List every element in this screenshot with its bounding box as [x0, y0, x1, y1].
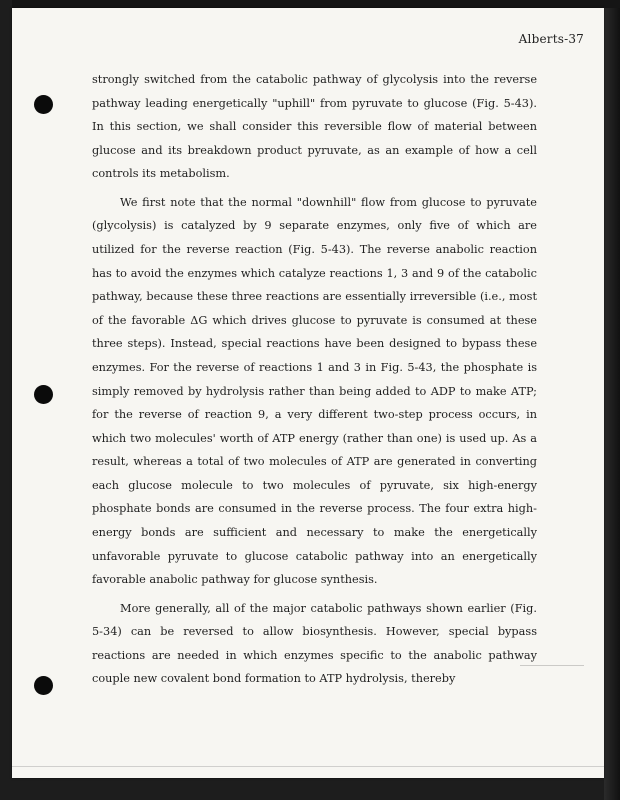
punch-hole-middle [34, 385, 53, 404]
paragraph-2: We first note that the normal "downhill" flow from glucose to pyruvate (glycolysis) is catalyzed by 9 separate enzymes, only five of which are utilized for the reverse reaction (Fig. 5-43). The reverse anabolic reaction has to avoid the enzymes which catalyze reactions 1, 3 and 9 of the catabolic pathway, because these three reactions are essentially irreversible (i.e., most of the favorable ΔG which drives glucose to pyruvate is consumed at these three steps). Instead, special reactions have been designed to bypass these enzymes. For the reverse of reactions 1 and 3 in Fig. 5-43, the phosphate is simply removed by hydrolysis rather than being added to ADP to make ATP; for the reverse of reaction 9, a very different two-step process occurs, in which two molecules' worth of ATP energy (rather than one) is used up. As a result, whereas a total of two molecules of ATP are generated in converting each glucose molecule to two molecules of pyruvate, six high-energy phosphate bonds are consumed in the reverse process. The four extra high-energy bonds are sufficient and necessary to make the energetically unfavorable pyruvate to glucose catabolic pathway into an energetically favorable anabolic pathway for glucose synthesis. [92, 195, 537, 587]
punch-hole-bottom [34, 676, 53, 695]
scan-right-edge [604, 8, 620, 800]
paragraph-1: strongly switched from the catabolic pathway of glycolysis into the reverse pathway leading energetically "uphill" from pyruvate to glucose (Fig. 5-43). In this section, we shall consider this reversible flow of material between glucose and its breakdown product pyruvate, as an example of how a cell controls its metabolism. [92, 73, 537, 181]
page-header: Alberts-37 [518, 32, 584, 46]
scan-top-edge [12, 0, 620, 8]
punch-hole-top [34, 95, 53, 114]
paragraph-3: More generally, all of the major catabolic pathways shown earlier (Fig. 5-34) can be reversed to allow biosynthesis. However, special bypass reactions are needed in which enzymes specific to the anabolic pathway couple new covalent bond formation to ATP hydrolysis, thereby [92, 601, 537, 686]
body-text [92, 68, 537, 696]
scan-mark [520, 665, 584, 666]
page-bottom-edge [12, 766, 604, 767]
